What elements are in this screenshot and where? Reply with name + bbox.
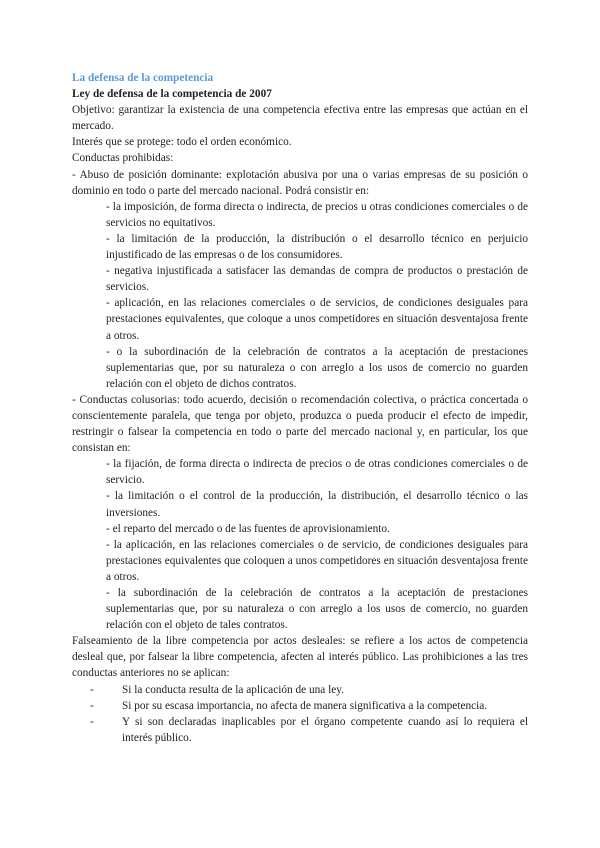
abuso-item: - o la subordinación de la celebración de contratos a la aceptación de prestaciones suplementarias que, por su naturaleza o con arreglo a los usos de comercio no guarden relación con el objeto de dichos contratos. (106, 345, 528, 390)
objetivo-paragraph: Objetivo: garantizar la existencia de una competencia efectiva entre las empresas que actúan en el mercado. (72, 104, 528, 133)
law-subtitle: Ley de defensa de la competencia de 2007 (72, 88, 272, 101)
dash-marker: - (90, 715, 94, 728)
list-item (72, 682, 528, 698)
abuso-item: - la imposición, de forma directa o indirecta, de precios u otras condiciones comerciales o de servicios no equitativos. (106, 200, 528, 229)
interes-paragraph: Interés que se protege: todo el orden económico. (72, 136, 292, 149)
excepciones-list (72, 682, 528, 746)
document-title: La defensa de la competencia (72, 72, 214, 84)
colusorias-item: - la fijación, de forma directa o indirecta de precios o de otras condiciones comerciales o de servicio. (106, 458, 528, 487)
colusorias-item: - el reparto del mercado o de las fuentes de aprovisionamiento. (106, 522, 390, 535)
colusorias-item: - la limitación o el control de la producción, la distribución, el desarrollo técnico o las inversiones. (106, 490, 528, 519)
abuso-item: - aplicación, en las relaciones comerciales o de servicios, de condiciones desiguales para prestaciones equivalentes, que coloque a unos competidores en situación desventajosa frente a otros. (106, 297, 528, 342)
conductas-label: Conductas prohibidas: (72, 152, 174, 165)
colusorias-item: - la aplicación, en las relaciones comerciales o de servicio, de condiciones desiguales para prestaciones equivalentes que coloquen a unos competidores en situación desventajosa frente a otros. (106, 538, 528, 583)
list-item-text: Y si son declaradas inaplicables por el órgano competente cuando así lo requiera el interés público. (122, 715, 528, 744)
list-item (72, 698, 528, 714)
colusorias-intro: - Conductas colusorias: todo acuerdo, decisión o recomendación colectiva, o práctica concertada o conscientemente paralela, que tenga por objeto, produzca o pueda producir el efecto de impedir, restringir o falsear la competencia en todo o parte del mercado nacional y, en particular, los que consistan en: (72, 393, 528, 455)
list-item-text: Si la conducta resulta de la aplicación de una ley. (122, 683, 344, 696)
abuso-intro: - Abuso de posición dominante: explotación abusiva por una o varias empresas de su posición o dominio en todo o parte del mercado nacional. Podrá consistir en: (72, 168, 528, 197)
abuso-item: - negativa injustificada a satisfacer las demandas de compra de productos o prestación de servicios. (106, 265, 528, 294)
abuso-item: - la limitación de la producción, la distribución o el desarrollo técnico en perjuicio injustificado de las empresas o de los consumidores. (106, 232, 528, 262)
colusorias-item: - la subordinación de la celebración de contratos a la aceptación de prestaciones suplementarias que, por su naturaleza o con arreglo a los usos de comercio, no guarden relación con el objeto de tales contratos. (106, 587, 528, 632)
dash-marker: - (90, 683, 94, 696)
document-page (72, 70, 528, 746)
list-item (72, 714, 528, 746)
dash-marker: - (90, 699, 94, 712)
falseamiento-paragraph: Falseamiento de la libre competencia por actos desleales: se refiere a los actos de competencia desleal que, por falsear la libre competencia, afecten al interés público. Las prohibiciones a las tres conductas anteriores no se aplican: (72, 635, 528, 680)
list-item-text: Si por su escasa importancia, no afecta de manera significativa a la competencia. (122, 699, 488, 712)
